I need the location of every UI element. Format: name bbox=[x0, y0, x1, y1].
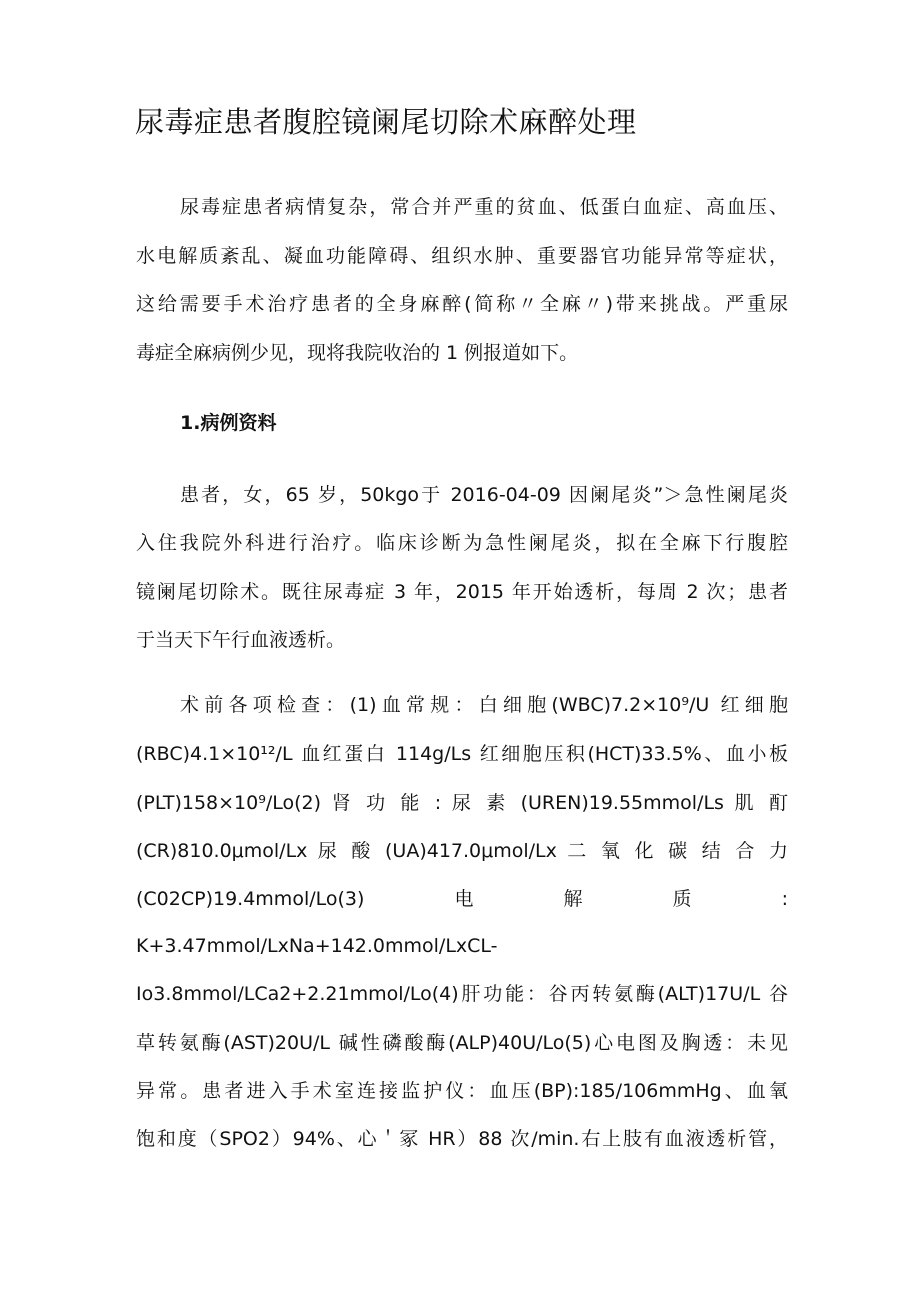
intro-line-2: 水电解质紊乱、凝血功能障碍、组织水肿、重要器官功能异常等症状， bbox=[136, 245, 788, 267]
exam-line-3: (PLT)158×10⁹/Lo(2) 肾 功 能 : 尿 素 (UREN)19.55mmol/Ls 肌 酊 bbox=[136, 792, 788, 814]
exam-line-7: Io3.8mmol/LCa2+2.21mmol/Lo(4)肝功能：谷丙转氨酶(ALT)17U/L 谷 bbox=[136, 983, 788, 1005]
exam-line-6: K+3.47mmol/LxNa+142.0mmol/LxCL- bbox=[136, 935, 498, 957]
exam-line-5: (C02CP)19.4mmol/Lo(3) 电 解 质 : bbox=[136, 888, 788, 910]
intro-line-4: 毒症全麻病例少见，现将我院收治的 1 例报道如下。 bbox=[136, 342, 579, 364]
case-line-4: 于当天下午行血液透析。 bbox=[136, 629, 346, 651]
exam-line-10: 饱和度（SPO2）94%、心＇冢 HR）88 次/min.右上肢有血液透析管， bbox=[136, 1128, 788, 1150]
case-line-2: 入住我院外科进行治疗。临床诊断为急性阑尾炎，拟在全麻下行腹腔 bbox=[136, 532, 788, 554]
case-line-3: 镜阑尾切除术。既往尿毒症 3 年，2015 年开始透析，每周 2 次；患者 bbox=[136, 581, 788, 603]
exam-line-8: 草转氨酶(AST)20U/L 碱性磷酸酶(ALP)40U/Lo(5)心电图及胸透：未见 bbox=[136, 1032, 788, 1054]
exam-line-9: 异常。患者进入手术室连接监护仪：血压(BP):185/106mmHg、血氧 bbox=[136, 1080, 788, 1102]
exam-line-2: (RBC)4.1×10¹²/L 血红蛋白 114g/Ls 红细胞压积(HCT)33.5%、血小板 bbox=[136, 743, 788, 765]
document-title: 尿毒症患者腹腔镜阑尾切除术麻醉处理 bbox=[135, 105, 637, 139]
exam-line-4: (CR)810.0μmol/Lx 尿 酸 (UA)417.0μmol/Lx 二 氧 化 碳 结 合 力 bbox=[136, 840, 788, 862]
case-line-1: 患者，女，65 岁，50kgo于 2016-04-09 因阑尾炎”＞急性阑尾炎 bbox=[180, 484, 788, 506]
section-heading-case-data: 1.病例资料 bbox=[180, 412, 277, 434]
intro-line-1: 尿毒症患者病情复杂，常合并严重的贫血、低蛋白血症、高血压、 bbox=[180, 196, 788, 218]
intro-line-3: 这给需要手术治疗患者的全身麻醉(简称〃全麻〃)带来挑战。严重尿 bbox=[136, 293, 788, 315]
exam-line-1: 术前各项检查：(1)血常规：白细胞(WBC)7.2×10⁹/U 红细胞 bbox=[180, 694, 788, 716]
